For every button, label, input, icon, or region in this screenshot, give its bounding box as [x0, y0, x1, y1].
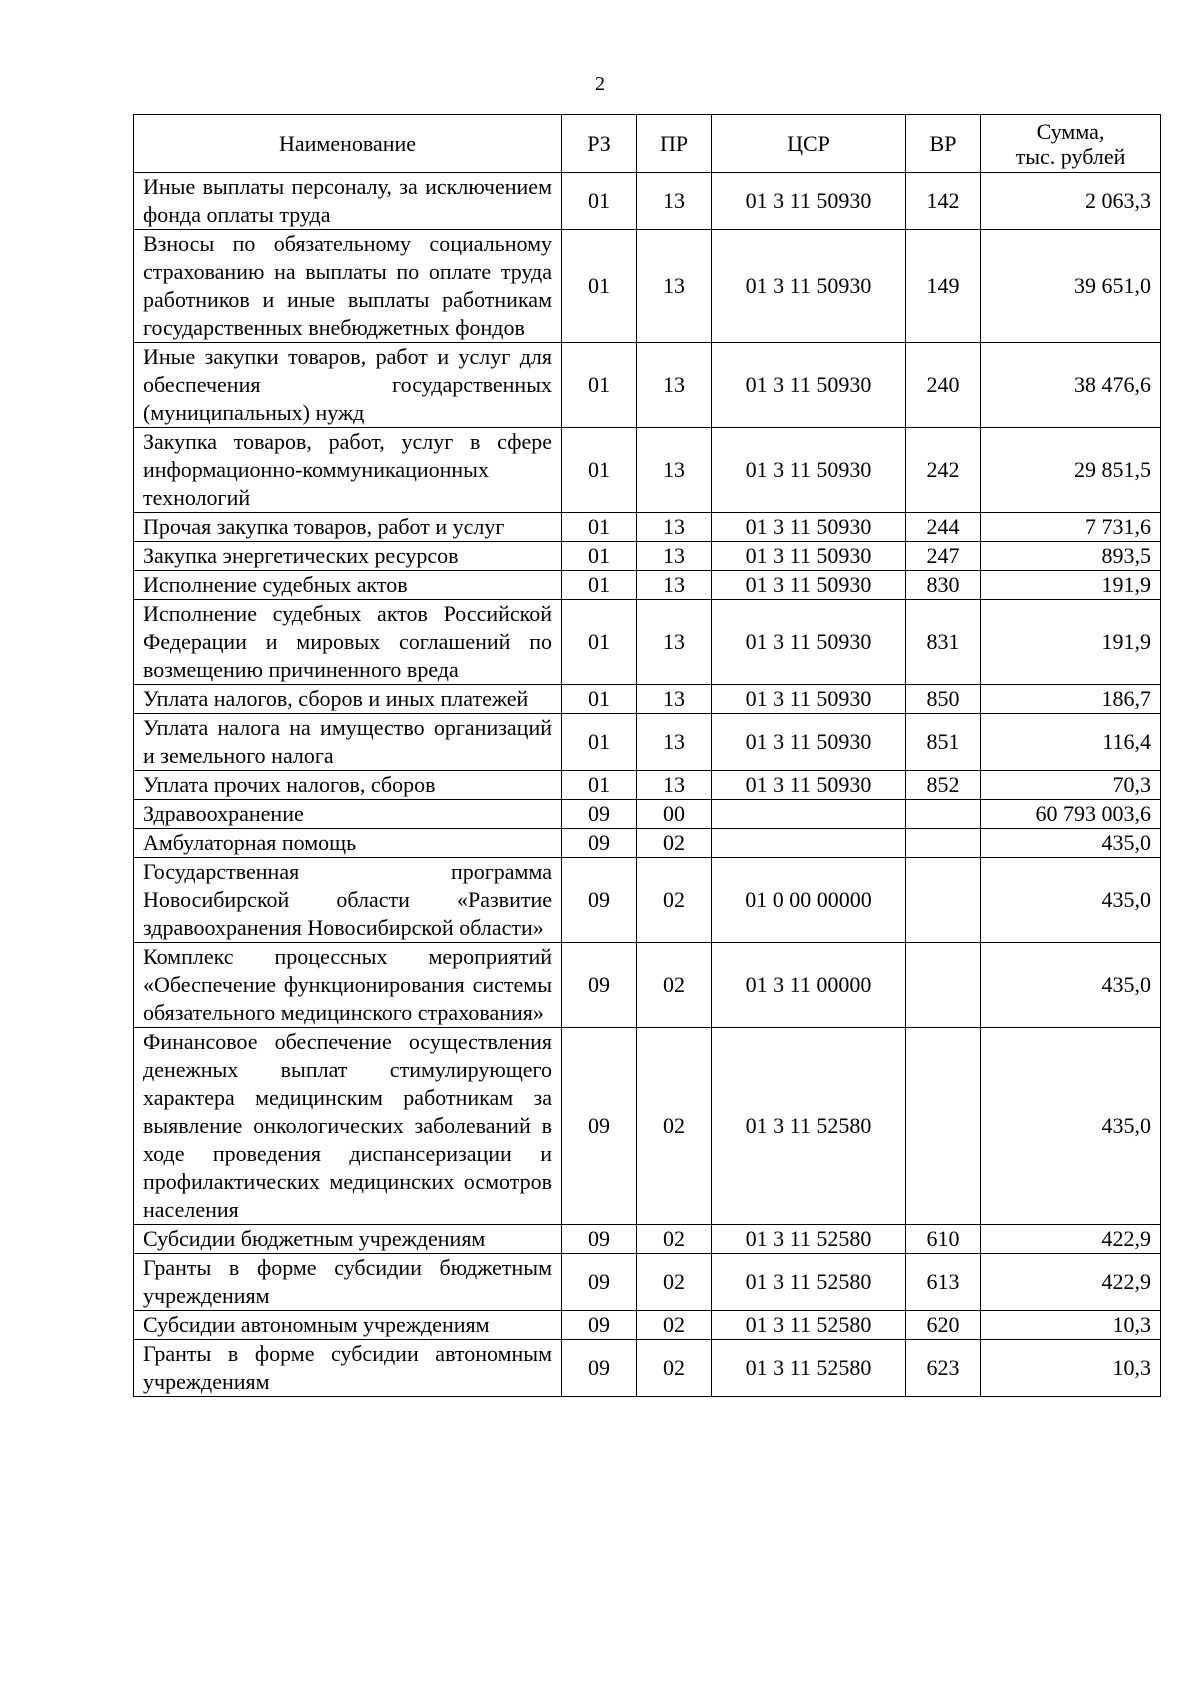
- header-sum: [981, 115, 1161, 173]
- table-row: [134, 685, 1161, 714]
- table-row: [134, 829, 1161, 858]
- cell-vr: [906, 800, 981, 829]
- cell-name: Субсидии бюджетным учреждениям: [134, 1225, 562, 1254]
- cell-rz: 09: [562, 943, 637, 1028]
- cell-sum: 422,9: [981, 1254, 1161, 1311]
- cell-csr: [712, 800, 906, 829]
- cell-pr: 13: [637, 542, 712, 571]
- cell-sum: 29 851,5: [981, 428, 1161, 513]
- cell-csr: 01 3 11 50930: [712, 600, 906, 685]
- table-header: [134, 115, 1161, 173]
- cell-vr: 831: [906, 600, 981, 685]
- cell-rz: 09: [562, 800, 637, 829]
- cell-pr: 13: [637, 714, 712, 771]
- cell-pr: 13: [637, 343, 712, 428]
- cell-name: Иные закупки товаров, работ и услуг для обеспечения государственных (муниципальных) нужд: [134, 343, 562, 428]
- cell-csr: 01 3 11 52580: [712, 1225, 906, 1254]
- cell-name: Государственная программа Новосибирской области «Развитие здравоохранения Новосибирской области»: [134, 858, 562, 943]
- cell-vr: 830: [906, 571, 981, 600]
- cell-rz: 01: [562, 343, 637, 428]
- cell-csr: 01 3 11 52580: [712, 1254, 906, 1311]
- table-row: [134, 858, 1161, 943]
- cell-rz: 01: [562, 600, 637, 685]
- cell-vr: 620: [906, 1311, 981, 1340]
- cell-pr: 02: [637, 829, 712, 858]
- cell-rz: 01: [562, 230, 637, 343]
- cell-rz: 01: [562, 714, 637, 771]
- cell-vr: 244: [906, 513, 981, 542]
- cell-csr: 01 3 11 00000: [712, 943, 906, 1028]
- cell-pr: 13: [637, 513, 712, 542]
- cell-vr: 247: [906, 542, 981, 571]
- cell-sum: 70,3: [981, 771, 1161, 800]
- cell-sum: 435,0: [981, 1028, 1161, 1225]
- cell-csr: 01 3 11 50930: [712, 428, 906, 513]
- cell-name: Уплата налогов, сборов и иных платежей: [134, 685, 562, 714]
- cell-rz: 01: [562, 685, 637, 714]
- cell-name: Исполнение судебных актов Российской Федерации и мировых соглашений по возмещению причиненного вреда: [134, 600, 562, 685]
- cell-name: Взносы по обязательному социальному страхованию на выплаты по оплате труда работников и иные выплаты работникам государственных внебюджетных фондов: [134, 230, 562, 343]
- cell-vr: [906, 943, 981, 1028]
- cell-sum: 435,0: [981, 943, 1161, 1028]
- cell-vr: 610: [906, 1225, 981, 1254]
- cell-name: Закупка товаров, работ, услуг в сфере информационно-коммуникационных технологий: [134, 428, 562, 513]
- cell-name: Закупка энергетических ресурсов: [134, 542, 562, 571]
- cell-csr: 01 0 00 00000: [712, 858, 906, 943]
- table-row: [134, 714, 1161, 771]
- cell-pr: 13: [637, 685, 712, 714]
- header-vr: ВР: [906, 115, 981, 173]
- cell-rz: 01: [562, 513, 637, 542]
- cell-vr: [906, 829, 981, 858]
- table-row: [134, 943, 1161, 1028]
- cell-csr: 01 3 11 50930: [712, 230, 906, 343]
- cell-csr: 01 3 11 50930: [712, 714, 906, 771]
- cell-name: Исполнение судебных актов: [134, 571, 562, 600]
- cell-rz: 09: [562, 1028, 637, 1225]
- cell-csr: 01 3 11 50930: [712, 173, 906, 230]
- cell-sum: 435,0: [981, 858, 1161, 943]
- budget-table: [133, 114, 1161, 1397]
- cell-csr: 01 3 11 50930: [712, 771, 906, 800]
- cell-csr: [712, 829, 906, 858]
- cell-csr: 01 3 11 50930: [712, 571, 906, 600]
- table-row: [134, 1225, 1161, 1254]
- cell-vr: 623: [906, 1340, 981, 1397]
- cell-csr: 01 3 11 52580: [712, 1028, 906, 1225]
- cell-vr: 850: [906, 685, 981, 714]
- cell-name: Гранты в форме субсидии автономным учреждениям: [134, 1340, 562, 1397]
- page-number: 2: [595, 73, 605, 95]
- table-row: [134, 1028, 1161, 1225]
- cell-rz: 09: [562, 1225, 637, 1254]
- cell-sum: 191,9: [981, 571, 1161, 600]
- cell-sum: 10,3: [981, 1311, 1161, 1340]
- cell-vr: 852: [906, 771, 981, 800]
- table-row: [134, 771, 1161, 800]
- cell-vr: 240: [906, 343, 981, 428]
- cell-sum: 38 476,6: [981, 343, 1161, 428]
- cell-sum: 435,0: [981, 829, 1161, 858]
- cell-name: Прочая закупка товаров, работ и услуг: [134, 513, 562, 542]
- header-pr: ПР: [637, 115, 712, 173]
- cell-vr: [906, 858, 981, 943]
- table-row: [134, 542, 1161, 571]
- cell-rz: 09: [562, 1254, 637, 1311]
- cell-csr: 01 3 11 50930: [712, 513, 906, 542]
- cell-sum: 116,4: [981, 714, 1161, 771]
- cell-pr: 02: [637, 1028, 712, 1225]
- cell-sum: 893,5: [981, 542, 1161, 571]
- cell-pr: 02: [637, 943, 712, 1028]
- cell-rz: 01: [562, 173, 637, 230]
- cell-pr: 00: [637, 800, 712, 829]
- cell-name: Иные выплаты персоналу, за исключением фонда оплаты труда: [134, 173, 562, 230]
- cell-rz: 01: [562, 542, 637, 571]
- cell-vr: 613: [906, 1254, 981, 1311]
- cell-name: Уплата налога на имущество организаций и земельного налога: [134, 714, 562, 771]
- header-sum-line2: тыс. рублей: [1015, 143, 1126, 169]
- table-row: [134, 230, 1161, 343]
- cell-vr: 149: [906, 230, 981, 343]
- cell-rz: 01: [562, 771, 637, 800]
- cell-csr: 01 3 11 52580: [712, 1340, 906, 1397]
- cell-pr: 02: [637, 1254, 712, 1311]
- table-row: [134, 571, 1161, 600]
- cell-pr: 13: [637, 230, 712, 343]
- header-row: [134, 115, 1161, 173]
- cell-name: Субсидии автономным учреждениям: [134, 1311, 562, 1340]
- cell-name: Здравоохранение: [134, 800, 562, 829]
- cell-pr: 02: [637, 1311, 712, 1340]
- cell-rz: 09: [562, 829, 637, 858]
- cell-rz: 09: [562, 1340, 637, 1397]
- cell-rz: 09: [562, 1311, 637, 1340]
- cell-sum: 10,3: [981, 1340, 1161, 1397]
- cell-pr: 02: [637, 858, 712, 943]
- cell-sum: 2 063,3: [981, 173, 1161, 230]
- cell-pr: 13: [637, 428, 712, 513]
- cell-name: Комплекс процессных мероприятий «Обеспечение функционирования системы обязательного медицинского страхования»: [134, 943, 562, 1028]
- cell-pr: 02: [637, 1340, 712, 1397]
- table-row: [134, 1254, 1161, 1311]
- cell-vr: 851: [906, 714, 981, 771]
- cell-sum: 191,9: [981, 600, 1161, 685]
- cell-csr: 01 3 11 50930: [712, 542, 906, 571]
- header-sum-line1: Сумма,: [1036, 118, 1105, 144]
- cell-name: Уплата прочих налогов, сборов: [134, 771, 562, 800]
- cell-csr: 01 3 11 52580: [712, 1311, 906, 1340]
- cell-sum: 7 731,6: [981, 513, 1161, 542]
- cell-csr: 01 3 11 50930: [712, 343, 906, 428]
- table-row: [134, 343, 1161, 428]
- table-row: [134, 513, 1161, 542]
- header-name: Наименование: [134, 115, 562, 173]
- table-row: [134, 428, 1161, 513]
- header-csr: ЦСР: [712, 115, 906, 173]
- table-row: [134, 600, 1161, 685]
- cell-vr: 242: [906, 428, 981, 513]
- cell-pr: 13: [637, 600, 712, 685]
- cell-vr: [906, 1028, 981, 1225]
- cell-sum: 39 651,0: [981, 230, 1161, 343]
- table-row: [134, 1311, 1161, 1340]
- cell-pr: 13: [637, 173, 712, 230]
- cell-pr: 13: [637, 571, 712, 600]
- cell-pr: 13: [637, 771, 712, 800]
- cell-pr: 02: [637, 1225, 712, 1254]
- table-row: [134, 800, 1161, 829]
- cell-sum: 60 793 003,6: [981, 800, 1161, 829]
- cell-rz: 09: [562, 858, 637, 943]
- table-row: [134, 173, 1161, 230]
- cell-vr: 142: [906, 173, 981, 230]
- table-row: [134, 1340, 1161, 1397]
- cell-rz: 01: [562, 428, 637, 513]
- cell-rz: 01: [562, 571, 637, 600]
- cell-csr: 01 3 11 50930: [712, 685, 906, 714]
- table-body: [134, 173, 1161, 1397]
- cell-name: Амбулаторная помощь: [134, 829, 562, 858]
- cell-name: Финансовое обеспечение осуществления денежных выплат стимулирующего характера медицинским работникам за выявление онкологических заболеваний в ходе проведения диспансеризации и профилактических медицинских осмотров населения: [134, 1028, 562, 1225]
- cell-sum: 186,7: [981, 685, 1161, 714]
- header-rz: РЗ: [562, 115, 637, 173]
- cell-name: Гранты в форме субсидии бюджетным учреждениям: [134, 1254, 562, 1311]
- cell-sum: 422,9: [981, 1225, 1161, 1254]
